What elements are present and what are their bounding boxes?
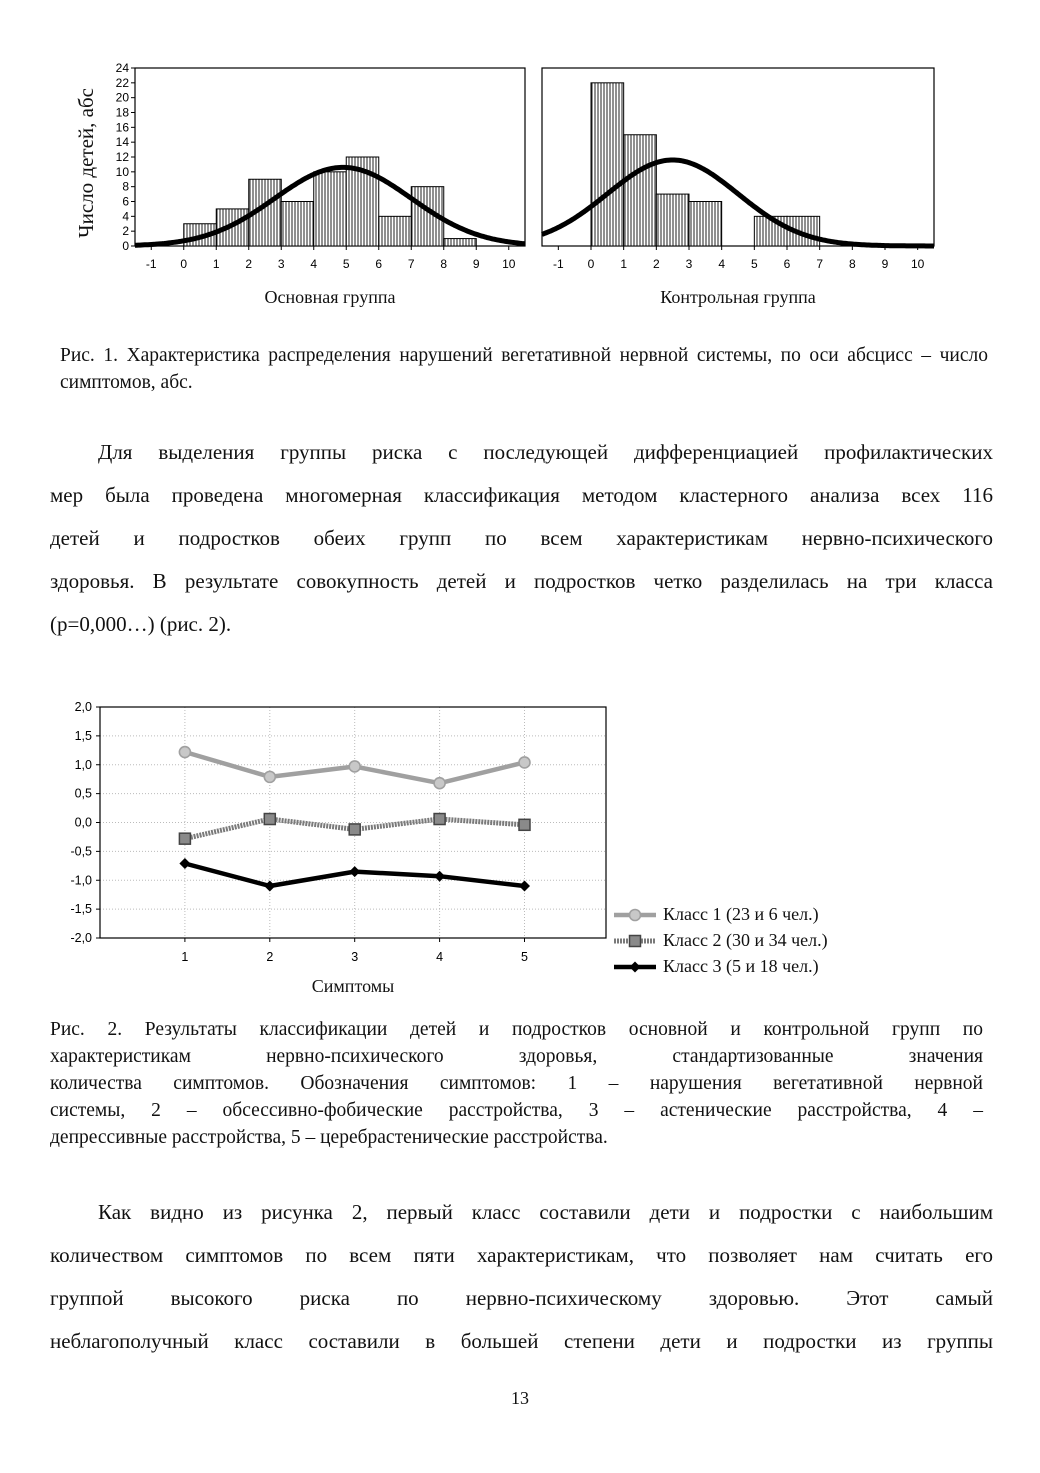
y-tick-label: 0,0 bbox=[74, 815, 92, 830]
paragraph-1-line: мер была проведена многомерная классификация методом кластерного анализа всех 116 bbox=[50, 483, 993, 507]
data-point-class-2 bbox=[434, 814, 445, 825]
paragraph-2-line: неблагополучный класс составили в большей степени дети и подростки из группы bbox=[50, 1329, 993, 1353]
panel-title-main-group: Основная группа bbox=[264, 287, 396, 307]
x-tick-label: 9 bbox=[472, 257, 480, 271]
data-point-class-1 bbox=[349, 761, 360, 772]
x-tick-label: 5 bbox=[521, 950, 528, 964]
legend-markers bbox=[612, 902, 660, 978]
x-tick-label: 2 bbox=[266, 950, 274, 964]
y-tick-label: 6 bbox=[122, 194, 129, 209]
histogram-bar bbox=[624, 135, 657, 246]
figure2-caption bbox=[50, 1016, 983, 1151]
x-tick-label: 9 bbox=[881, 257, 889, 271]
y-tick-label: 2,0 bbox=[74, 700, 92, 714]
panel-title-control-group: Контрольная группа bbox=[660, 287, 816, 307]
histogram-bar bbox=[591, 83, 624, 246]
legend-marker-class-2 bbox=[630, 936, 641, 947]
y-tick-label: 0,5 bbox=[74, 786, 92, 801]
x-tick-label: 7 bbox=[407, 257, 415, 271]
x-tick-label: 4 bbox=[436, 950, 444, 964]
data-point-class-1 bbox=[179, 747, 190, 758]
x-tick-label: 1 bbox=[620, 257, 628, 271]
data-point-class-3 bbox=[349, 866, 360, 877]
histogram-bar bbox=[314, 172, 347, 246]
x-tick-label: 8 bbox=[848, 257, 856, 271]
x-tick-label: 6 bbox=[783, 257, 791, 271]
histogram-bar bbox=[444, 239, 477, 246]
data-point-class-3 bbox=[519, 881, 530, 892]
paragraph-2-line: количеством симптомов по всем пяти характеристикам, что позволяет нам считать его bbox=[50, 1243, 993, 1267]
x-tick-label: 1 bbox=[212, 257, 220, 271]
x-tick-label: 10 bbox=[910, 257, 925, 271]
figure2-caption-line: характеристикам нервно-психического здоровья, стандартизованные значения bbox=[50, 1046, 983, 1067]
figure1-histograms bbox=[0, 0, 1040, 280]
legend-item-class-3: Класс 3 (5 и 18 чел.) bbox=[663, 956, 819, 976]
y-tick-label: 4 bbox=[122, 209, 129, 224]
y-tick-label: 8 bbox=[122, 179, 129, 194]
y-tick-label: -1,5 bbox=[70, 902, 92, 917]
x-tick-label: 1 bbox=[181, 950, 189, 964]
paragraph-1-line: (p=0,000…) (рис. 2). bbox=[50, 612, 232, 636]
x-tick-label: -1 bbox=[145, 257, 157, 271]
page-number: 13 bbox=[511, 1388, 529, 1408]
data-point-class-2 bbox=[179, 833, 190, 844]
x-tick-label: 10 bbox=[502, 257, 516, 271]
x-tick-label: 3 bbox=[685, 257, 693, 271]
x-tick-label: 4 bbox=[310, 257, 318, 271]
y-tick-label: 20 bbox=[115, 90, 129, 105]
data-point-class-2 bbox=[349, 824, 360, 835]
paragraph-2-line: группой высокого риска по нервно-психическому здоровью. Этот самый bbox=[50, 1286, 993, 1310]
x-tick-label: 5 bbox=[750, 257, 758, 271]
x-tick-label: 0 bbox=[587, 257, 595, 271]
x-tick-label: 3 bbox=[277, 257, 285, 271]
y-tick-label: 0 bbox=[122, 239, 129, 253]
legend-item-class-1: Класс 1 (23 и 6 чел.) bbox=[663, 904, 819, 924]
x-tick-label: 2 bbox=[245, 257, 253, 271]
data-point-class-1 bbox=[519, 757, 530, 768]
histogram-bar bbox=[689, 202, 722, 247]
paragraph-2 bbox=[50, 1191, 993, 1363]
legend-marker-class-3 bbox=[630, 962, 641, 973]
histogram-bar bbox=[379, 216, 412, 246]
y-tick-label: 14 bbox=[115, 135, 129, 150]
x-tick-label: 0 bbox=[180, 257, 188, 271]
x-tick-label: 6 bbox=[375, 257, 383, 271]
y-tick-label: 12 bbox=[115, 150, 129, 164]
legend-marker-class-1 bbox=[630, 910, 641, 921]
figure1-y-axis-label: Число детей, абс bbox=[74, 88, 98, 239]
y-tick-label: -2,0 bbox=[70, 931, 92, 945]
figure2-caption-line: системы, 2 – обсессивно-фобические расстройства, 3 – астенические расстройства, 4 – bbox=[50, 1100, 983, 1121]
y-tick-label: 24 bbox=[115, 61, 129, 75]
y-tick-label: -1,0 bbox=[70, 873, 92, 888]
data-point-class-2 bbox=[264, 814, 275, 825]
paragraph-1-line: Для выделения группы риска с последующей дифференциацией профилактических bbox=[98, 440, 993, 464]
y-tick-label: -0,5 bbox=[70, 844, 92, 859]
data-point-class-1 bbox=[264, 771, 275, 782]
y-tick-label: 1,0 bbox=[74, 757, 92, 772]
paragraph-2-line: Как видно из рисунка 2, первый класс составили дети и подростки с наибольшим bbox=[98, 1200, 993, 1224]
data-point-class-1 bbox=[434, 778, 445, 789]
x-tick-label: 7 bbox=[816, 257, 824, 271]
paragraph-1-line: детей и подростков обеих групп по всем характеристикам нервно-психического bbox=[50, 526, 993, 550]
figure2-x-axis-label: Симптомы bbox=[311, 976, 395, 996]
y-tick-label: 1,5 bbox=[74, 728, 92, 743]
paragraph-1-line: здоровья. В результате совокупность детей и подростков четко разделилась на три класса bbox=[50, 569, 993, 593]
x-tick-label: 2 bbox=[652, 257, 660, 271]
data-point-class-3 bbox=[264, 881, 275, 892]
y-tick-label: 2 bbox=[122, 224, 129, 239]
figure2-caption-line: Рис. 2. Результаты классификации детей и подростков основной и контрольной групп по bbox=[50, 1019, 983, 1040]
figure2-caption-line: депрессивные расстройства, 5 – церебрастенические расстройства. bbox=[50, 1127, 608, 1148]
figure2-line-chart bbox=[0, 690, 620, 980]
y-tick-label: 22 bbox=[115, 75, 129, 90]
figure1-caption: Рис. 1. Характеристика распределения нарушений вегетативной нервной системы, по оси абсцисс – число симптомов, абс. bbox=[60, 345, 988, 393]
y-tick-label: 16 bbox=[115, 120, 129, 135]
data-point-class-3 bbox=[179, 858, 190, 869]
x-tick-label: 4 bbox=[718, 257, 726, 271]
figure2-caption-line: количества симптомов. Обозначения симптомов: 1 – нарушения вегетативной нервной bbox=[50, 1073, 983, 1094]
data-point-class-3 bbox=[434, 871, 445, 882]
x-tick-label: -1 bbox=[552, 257, 564, 271]
histogram-bar bbox=[656, 194, 689, 246]
x-tick-label: 3 bbox=[351, 950, 359, 964]
legend-item-class-2: Класс 2 (30 и 34 чел.) bbox=[663, 930, 828, 950]
x-tick-label: 5 bbox=[342, 257, 350, 271]
histogram-bar bbox=[281, 202, 314, 247]
paragraph-1 bbox=[50, 431, 993, 646]
data-point-class-2 bbox=[519, 819, 530, 830]
y-tick-label: 18 bbox=[115, 105, 129, 120]
y-tick-label: 10 bbox=[115, 164, 129, 179]
x-tick-label: 8 bbox=[440, 257, 448, 271]
